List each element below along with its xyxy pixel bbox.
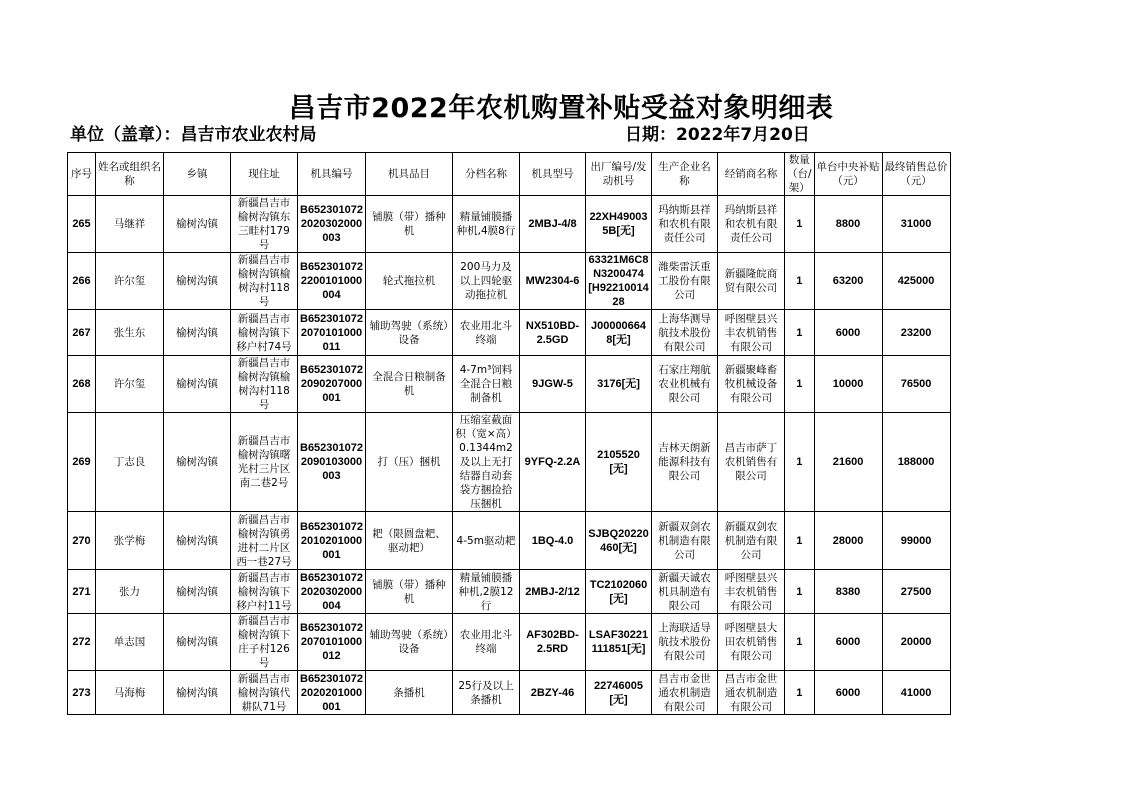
row-price: 23200 [882, 310, 950, 356]
row-dealer: 呼图壁县大田农机销售有限公司 [718, 614, 785, 671]
row-name: 张力 [96, 570, 164, 614]
row-machine-id: B6523010722070101000012 [298, 614, 366, 671]
row-manufacturer: 吉林天朗新能源科技有限公司 [652, 413, 718, 512]
row-town: 榆树沟镇 [164, 614, 231, 671]
row-machine-id: B6523010722090207000001 [298, 356, 366, 413]
row-address: 新疆昌吉市榆树沟镇下庄子村126号 [231, 614, 298, 671]
row-qty: 1 [785, 356, 815, 413]
row-price: 188000 [882, 413, 950, 512]
row-manufacturer: 潍柴雷沃重工股份有限公司 [652, 253, 718, 310]
row-machine-id: B6523010722020201000001 [298, 671, 366, 715]
row-qty: 1 [785, 253, 815, 310]
table-row [68, 614, 951, 671]
row-tier: 农业用北斗终端 [453, 310, 520, 356]
row-town: 榆树沟镇 [164, 512, 231, 570]
row-model: MW2304-6 [520, 253, 586, 310]
row-model: NX510BD-2.5GD [520, 310, 586, 356]
row-machine-id: B6523010722070101000011 [298, 310, 366, 356]
row-name: 马继祥 [96, 196, 164, 253]
row-subsidy: 6000 [814, 671, 882, 715]
header-name: 姓名或组织名称 [96, 153, 164, 196]
row-category: 全混合日粮制备机 [366, 356, 453, 413]
page-title: 昌吉市2022年农机购置补贴受益对象明细表 [288, 93, 834, 124]
row-dealer: 新疆隆皖商贸有限公司 [718, 253, 785, 310]
header-no: 序号 [68, 153, 96, 196]
row-address: 新疆昌吉市榆树沟镇勇进村二片区西一巷27号 [231, 512, 298, 570]
table-row [68, 671, 951, 715]
header-qty: 数量（台/架） [785, 153, 815, 196]
row-dealer: 玛纳斯县祥和农机有限责任公司 [718, 196, 785, 253]
row-price: 20000 [882, 614, 950, 671]
row-price: 27500 [882, 570, 950, 614]
row-name: 张学梅 [96, 512, 164, 570]
row-subsidy: 8800 [814, 196, 882, 253]
row-address: 新疆昌吉市榆树沟镇曙光村三片区南二巷2号 [231, 413, 298, 512]
row-town: 榆树沟镇 [164, 310, 231, 356]
date-label: 日期：2022年7月20日 [625, 125, 810, 145]
header-manufacturer: 生产企业名称 [652, 153, 718, 196]
row-subsidy: 10000 [814, 356, 882, 413]
row-dealer: 呼图壁县兴丰农机销售有限公司 [718, 570, 785, 614]
row-tier: 农业用北斗终端 [453, 614, 520, 671]
row-town: 榆树沟镇 [164, 196, 231, 253]
row-tier: 压缩室截面积（宽×高）0.1344m2及以上无打结器自动套袋方捆捡拾压捆机 [453, 413, 520, 512]
row-tier: 4-7m³饲料全混合日粮制备机 [453, 356, 520, 413]
row-category: 耙（限圆盘耙、驱动耙） [366, 512, 453, 570]
row-serial: SJBQ20220460[无] [586, 512, 652, 570]
row-manufacturer: 玛纳斯县祥和农机有限责任公司 [652, 196, 718, 253]
row-address: 新疆昌吉市榆树沟镇代耕队71号 [231, 671, 298, 715]
row-qty: 1 [785, 310, 815, 356]
row-town: 榆树沟镇 [164, 671, 231, 715]
table-row [68, 310, 951, 356]
row-address: 新疆昌吉市榆树沟镇东三畦村179号 [231, 196, 298, 253]
row-qty: 1 [785, 413, 815, 512]
row-tier: 精量铺膜播种机,2膜12行 [453, 570, 520, 614]
row-name: 许尔玺 [96, 253, 164, 310]
row-no: 265 [68, 196, 96, 253]
header-town: 乡镇 [164, 153, 231, 196]
row-no: 268 [68, 356, 96, 413]
row-dealer: 新疆聚峰畜牧机械设备有限公司 [718, 356, 785, 413]
table-body [68, 196, 951, 715]
row-model: AF302BD-2.5RD [520, 614, 586, 671]
header-dealer: 经销商名称 [718, 153, 785, 196]
row-address: 新疆昌吉市榆树沟镇下移户村74号 [231, 310, 298, 356]
header-machine-id: 机具编号 [298, 153, 366, 196]
table-header [68, 153, 951, 196]
row-serial: 22746005[无] [586, 671, 652, 715]
header-serial: 出厂编号/发动机号 [586, 153, 652, 196]
row-machine-id: B6523010722020302000004 [298, 570, 366, 614]
table-row [68, 413, 951, 512]
row-town: 榆树沟镇 [164, 356, 231, 413]
row-machine-id: B6523010722020302000003 [298, 196, 366, 253]
header-address: 现住址 [231, 153, 298, 196]
row-subsidy: 21600 [814, 413, 882, 512]
row-machine-id: B6523010722010201000001 [298, 512, 366, 570]
row-subsidy: 28000 [814, 512, 882, 570]
row-qty: 1 [785, 671, 815, 715]
row-name: 丁志良 [96, 413, 164, 512]
table-row [68, 196, 951, 253]
row-manufacturer: 石家庄翔航农业机械有限公司 [652, 356, 718, 413]
row-serial: 22XH490035B[无] [586, 196, 652, 253]
row-subsidy: 8380 [814, 570, 882, 614]
row-model: 2MBJ-4/8 [520, 196, 586, 253]
row-machine-id: B6523010722200101000004 [298, 253, 366, 310]
table-row [68, 356, 951, 413]
row-serial: TC2102060[无] [586, 570, 652, 614]
row-name: 单志国 [96, 614, 164, 671]
row-category: 铺膜（带）播种机 [366, 570, 453, 614]
row-tier: 精量铺膜播种机,4膜8行 [453, 196, 520, 253]
row-address: 新疆昌吉市榆树沟镇下移户村11号 [231, 570, 298, 614]
row-subsidy: 6000 [814, 310, 882, 356]
unit-label: 单位（盖章）：昌吉市农业农村局 [70, 125, 317, 145]
row-price: 76500 [882, 356, 950, 413]
row-no: 272 [68, 614, 96, 671]
row-model: 9JGW-5 [520, 356, 586, 413]
row-manufacturer: 昌吉市金世通农机制造有限公司 [652, 671, 718, 715]
row-no: 269 [68, 413, 96, 512]
row-serial: 63321M6C8N3200474[H9221001428 [586, 253, 652, 310]
row-model: 2MBJ-2/12 [520, 570, 586, 614]
row-category: 条播机 [366, 671, 453, 715]
row-tier: 25行及以上条播机 [453, 671, 520, 715]
row-qty: 1 [785, 570, 815, 614]
header-price: 最终销售总价（元） [882, 153, 950, 196]
row-price: 425000 [882, 253, 950, 310]
row-serial: 2105520[无] [586, 413, 652, 512]
row-price: 31000 [882, 196, 950, 253]
row-town: 榆树沟镇 [164, 413, 231, 512]
row-category: 打（压）捆机 [366, 413, 453, 512]
row-qty: 1 [785, 196, 815, 253]
row-name: 许尔玺 [96, 356, 164, 413]
row-manufacturer: 上海华测导航技术股份有限公司 [652, 310, 718, 356]
row-machine-id: B6523010722090103000003 [298, 413, 366, 512]
row-no: 271 [68, 570, 96, 614]
header-tier: 分档名称 [453, 153, 520, 196]
row-serial: LSAF30221111851[无] [586, 614, 652, 671]
row-dealer: 昌吉市萨丁农机销售有限公司 [718, 413, 785, 512]
row-category: 辅助驾驶（系统）设备 [366, 310, 453, 356]
header-category: 机具品目 [366, 153, 453, 196]
row-category: 轮式拖拉机 [366, 253, 453, 310]
row-address: 新疆昌吉市榆树沟镇榆树沟村118号 [231, 356, 298, 413]
row-category: 铺膜（带）播种机 [366, 196, 453, 253]
table-row [68, 512, 951, 570]
row-no: 267 [68, 310, 96, 356]
row-manufacturer: 新疆天诚农机具制造有限公司 [652, 570, 718, 614]
row-serial: J000006648[无] [586, 310, 652, 356]
row-model: 9YFQ-2.2A [520, 413, 586, 512]
row-qty: 1 [785, 512, 815, 570]
table-row [68, 253, 951, 310]
row-dealer: 昌吉市金世通农机制造有限公司 [718, 671, 785, 715]
row-price: 41000 [882, 671, 950, 715]
row-category: 辅助驾驶（系统）设备 [366, 614, 453, 671]
row-no: 266 [68, 253, 96, 310]
row-model: 2BZY-46 [520, 671, 586, 715]
row-dealer: 呼图壁县兴丰农机销售有限公司 [718, 310, 785, 356]
row-no: 270 [68, 512, 96, 570]
row-town: 榆树沟镇 [164, 570, 231, 614]
subsidy-table [67, 152, 951, 715]
row-subsidy: 63200 [814, 253, 882, 310]
row-price: 99000 [882, 512, 950, 570]
row-subsidy: 6000 [814, 614, 882, 671]
row-manufacturer: 新疆双剑农机制造有限公司 [652, 512, 718, 570]
row-address: 新疆昌吉市榆树沟镇榆树沟村118号 [231, 253, 298, 310]
row-dealer: 新疆双剑农机制造有限公司 [718, 512, 785, 570]
row-town: 榆树沟镇 [164, 253, 231, 310]
row-serial: 3176[无] [586, 356, 652, 413]
row-name: 张生东 [96, 310, 164, 356]
header-subsidy: 单台中央补贴（元） [814, 153, 882, 196]
table-row [68, 570, 951, 614]
row-tier: 4-5m驱动耙 [453, 512, 520, 570]
header-model: 机具型号 [520, 153, 586, 196]
row-qty: 1 [785, 614, 815, 671]
row-model: 1BQ-4.0 [520, 512, 586, 570]
row-manufacturer: 上海联适导航技术股份有限公司 [652, 614, 718, 671]
row-no: 273 [68, 671, 96, 715]
row-tier: 200马力及以上四轮驱动拖拉机 [453, 253, 520, 310]
row-name: 马海梅 [96, 671, 164, 715]
